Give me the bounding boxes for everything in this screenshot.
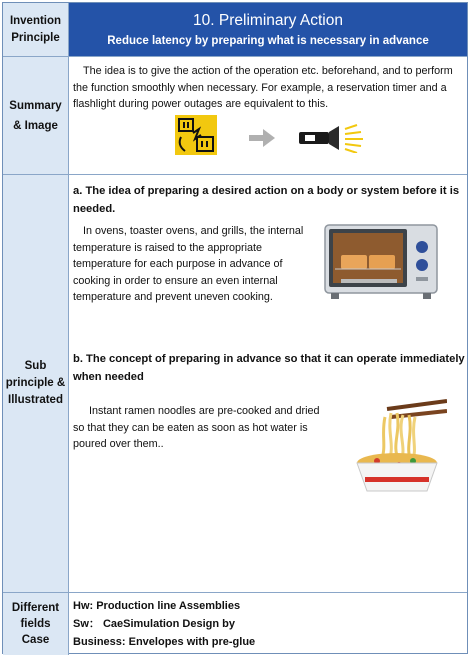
toaster-oven-image <box>321 221 441 305</box>
header-row <box>3 3 467 57</box>
arrow-right-icon <box>249 129 275 147</box>
cases-row <box>3 593 467 655</box>
invention-principle-label: Invention Principle <box>3 3 69 56</box>
cases-content <box>69 593 467 655</box>
sub-principle-b-text: Instant ramen noodles are pre-cooked and dried so that they can be eaten as soon as hot water is poured over them.. <box>73 405 320 450</box>
principle-sheet <box>2 2 468 654</box>
case-business: Business: Envelopes with pre-glue <box>73 636 256 648</box>
case-software: Sw： CaeSimulation Design by <box>73 618 235 630</box>
cases-label: Different fields Case <box>3 593 69 655</box>
summary-label: Summary & Image <box>3 57 69 174</box>
case-hardware: Hw: Production line Assemblies <box>73 600 241 612</box>
page-title: 10. Preliminary Action <box>193 12 343 29</box>
sub-principle-row <box>3 175 467 593</box>
sub-principle-b-heading: b. The concept of preparing in advance so that it can operate immediately when needed <box>73 353 465 383</box>
summary-text: The idea is to give the action of the operation etc. beforehand, and to perform the function smoothly when necessary. For example, a reservation timer and a flashlight during power outages are equivalent to this. <box>73 65 453 110</box>
sub-principle-label: Sub principle & Illustrated <box>3 175 69 592</box>
header-banner <box>69 3 467 56</box>
ramen-cup-image <box>351 395 447 495</box>
summary-row <box>3 57 467 175</box>
outlet-plug-icon <box>175 115 217 155</box>
page-subtitle: Reduce latency by preparing what is necessary in advance <box>107 35 429 47</box>
summary-content <box>69 57 467 174</box>
flashlight-icon <box>299 123 369 153</box>
sub-principle-content <box>69 175 467 592</box>
sub-principle-a-text: In ovens, toaster ovens, and grills, the internal temperature is raised to the appropriate temperature for each purpose in advance of cooking in order to ensure an even internal temperature and prevent uneven cooking. <box>73 225 304 303</box>
sub-principle-a-heading: a. The idea of preparing a desired action on a body or system before it is needed. <box>73 185 460 215</box>
